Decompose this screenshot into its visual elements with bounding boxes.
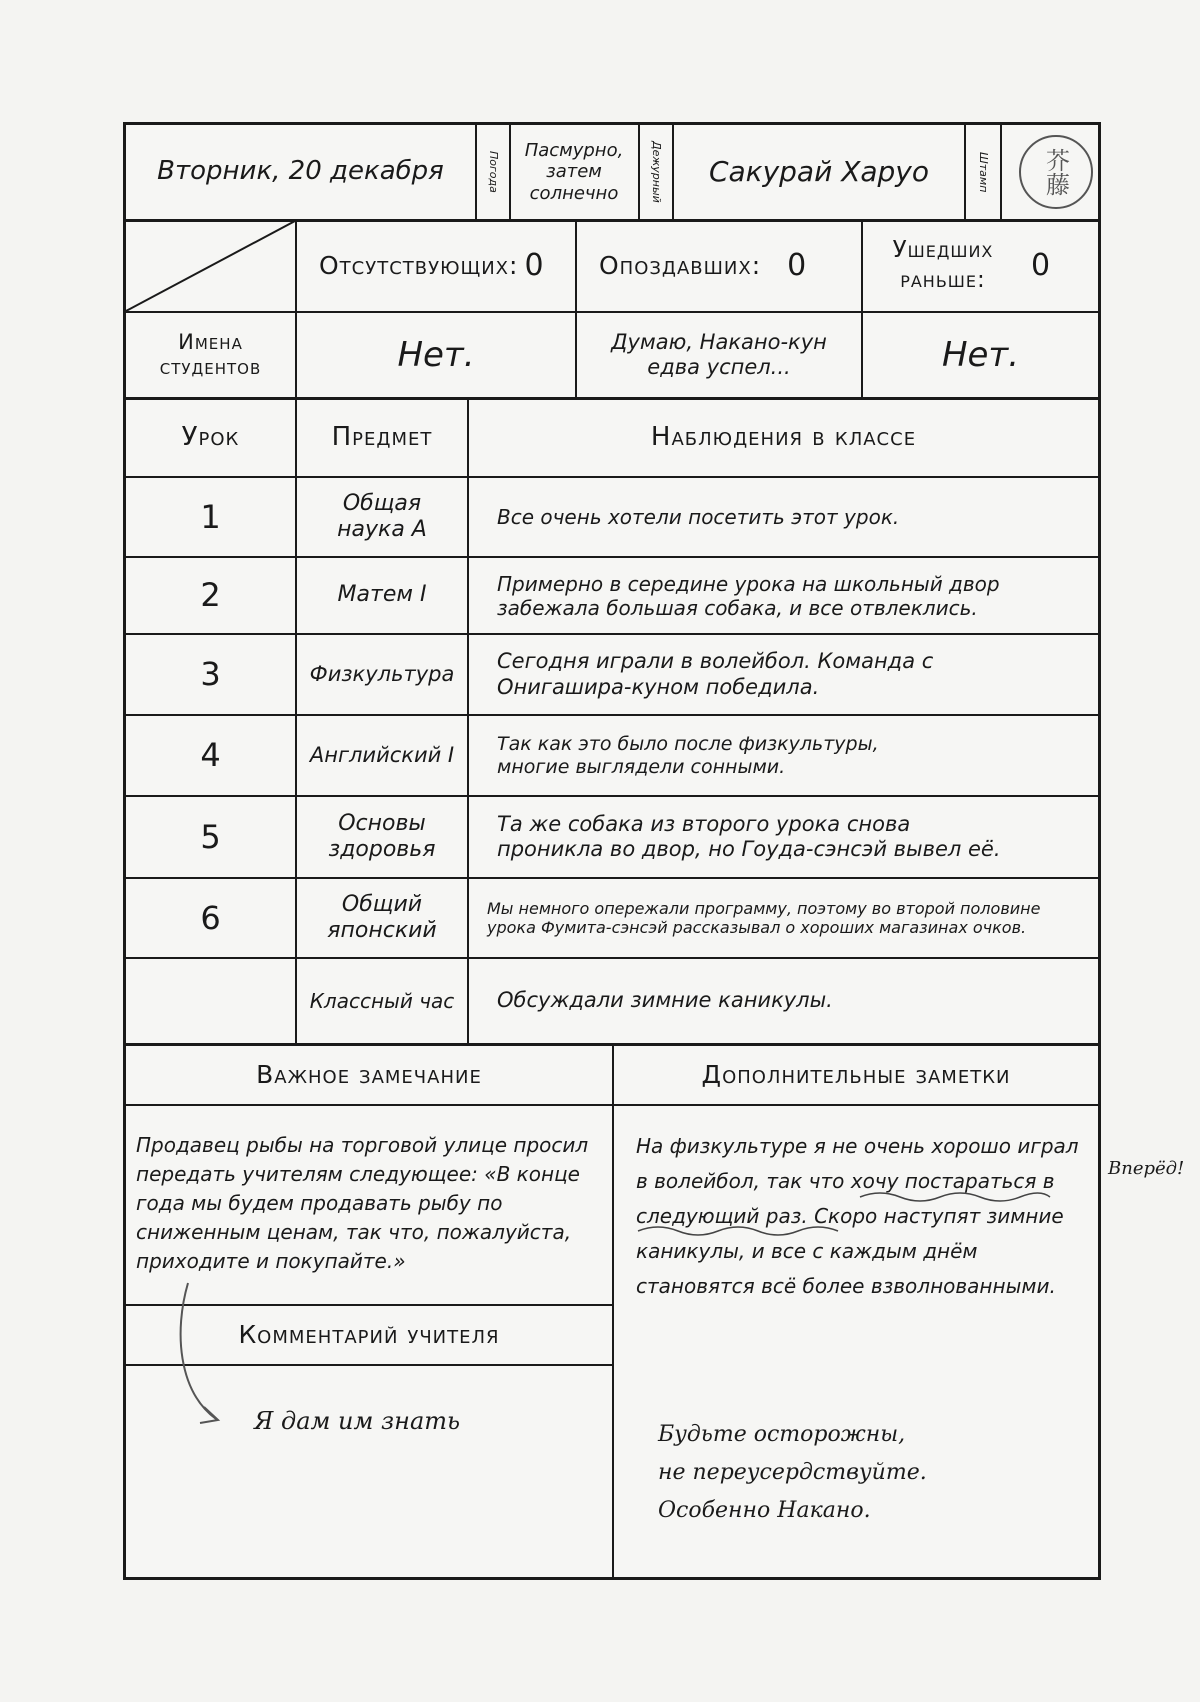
lesson-number: 3 xyxy=(200,655,221,694)
important-text: Продавец рыбы на торговой улице просил передать учителям следующее: «В конце года мы будем продавать рыбу по сниженным ценам, так что, пожалуйста, приходите и покупайте.» xyxy=(136,1133,589,1273)
late-count: 0 xyxy=(787,248,808,283)
journal-date: Вторник, 20 декабря xyxy=(157,156,444,187)
wavy-underline xyxy=(636,1187,1056,1277)
lesson-subject: Основы здоровья xyxy=(328,810,436,862)
hanko-stamp xyxy=(1019,135,1093,209)
hanko-stamp-text: 芥藤 xyxy=(1041,148,1070,196)
student-names-label: Имена студентов xyxy=(159,329,262,379)
duty-label-text: Дежурный xyxy=(650,141,663,203)
absent-names: Нет. xyxy=(397,334,475,375)
margin-note: Вперёд! xyxy=(1108,1158,1185,1179)
lesson-note: Примерно в середине урока на школьный двор забежала большая собака, и все отвлеклись. xyxy=(497,571,1000,620)
duty-name: Сакурай Харуо xyxy=(708,155,930,189)
lesson-note: Все очень хотели посетить этот урок. xyxy=(497,505,900,529)
lesson-subject: Общий японский xyxy=(327,891,437,943)
absent-count: 0 xyxy=(524,248,545,283)
teacher-comment-title: Комментарий учителя xyxy=(238,1320,500,1349)
lesson-note: Обсуждали зимние каникулы. xyxy=(497,988,833,1013)
lesson-number: 4 xyxy=(200,736,221,775)
early-count: 0 xyxy=(1031,248,1052,283)
weather-label-text: Погода xyxy=(487,151,500,193)
lesson-number xyxy=(126,959,295,1043)
late-names: Думаю, Накано-кун едва успел... xyxy=(611,329,827,379)
lesson-note: Сегодня играли в волейбол. Команда с Онигашира-куном победила. xyxy=(497,649,934,699)
stamp-label-text: Штамп xyxy=(977,151,990,193)
lesson-number: 6 xyxy=(200,898,221,937)
lesson-subject: Физкультура xyxy=(309,661,455,686)
col-header-lesson: Урок xyxy=(181,422,240,453)
teacher-comment: Я дам им знать xyxy=(254,1407,461,1435)
lesson-number: 2 xyxy=(200,576,221,615)
weather-value: Пасмурно, затем солнечно xyxy=(524,139,624,204)
col-header-notes: Наблюдения в классе xyxy=(650,422,917,453)
lesson-subject: Общая наука А xyxy=(337,490,427,542)
teacher-reply-line: не переусердствуйте. xyxy=(658,1460,927,1485)
extra-text: На физкультуре я не очень хорошо играл в волейбол, так что хочу постараться в следующий раз. Скоро наступят зимние каникулы, и все с каждым днём становятся всё более взволнованными. xyxy=(636,1134,1079,1298)
important-title: Важное замечание xyxy=(256,1060,482,1089)
absent-label-text: Отсутствующих: xyxy=(319,251,519,280)
teacher-reply xyxy=(658,1416,927,1530)
lesson-number: 5 xyxy=(200,817,221,856)
late-label xyxy=(577,221,861,311)
early-names: Нет. xyxy=(941,334,1020,375)
lesson-subject: Английский I xyxy=(309,742,455,767)
early-label-text: Ушедших раньше: xyxy=(892,237,994,293)
stamp-label xyxy=(966,129,1000,215)
col-header-subject: Предмет xyxy=(331,422,433,453)
teacher-reply-line: Будьте осторожны, xyxy=(658,1422,906,1447)
absent-label xyxy=(297,221,575,311)
arrow-icon xyxy=(178,1281,228,1431)
lesson-note: Мы немного опережали программу, поэтому во второй половине урока Фумита-сэнсэй рассказывал о хороших магазинах очков. xyxy=(487,898,1041,937)
duty-label xyxy=(640,129,672,215)
lesson-subject: Классный час xyxy=(309,989,455,1013)
early-label xyxy=(863,221,1098,311)
lesson-note: Так как это было после физкультуры, многие выглядели сонными. xyxy=(497,732,879,778)
extra-title: Дополнительные заметки xyxy=(701,1060,1011,1089)
late-label-text: Опоздавших: xyxy=(599,251,762,280)
teacher-reply-line: Особенно Накано. xyxy=(658,1498,871,1523)
lesson-note: Та же собака из второго урока снова проникла во двор, но Гоуда-сэнсэй вывел её. xyxy=(497,811,1001,861)
corner-diagonal xyxy=(126,221,295,311)
weather-label xyxy=(477,129,509,215)
lesson-number: 1 xyxy=(200,497,221,536)
class-journal-sheet xyxy=(123,122,1101,1580)
lesson-subject: Матем I xyxy=(337,582,427,608)
